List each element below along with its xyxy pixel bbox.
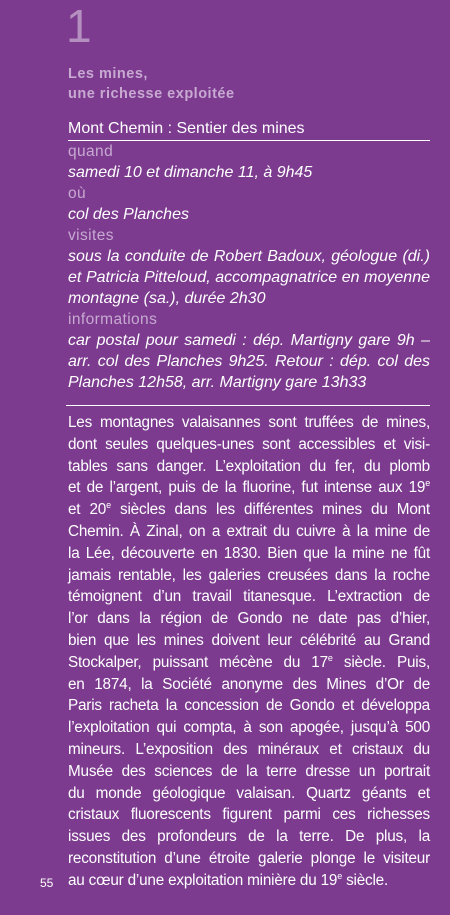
body-line: Chemin. À Zinal, on a extrait du cuivre à la mine de — [68, 522, 430, 540]
page-number: 55 — [40, 876, 54, 890]
visits-value: sous la conduite de Robert Badoux, géologue (di.) et Patricia Pitteloud, accompagnatrice en moyenne montagne (sa.), durée 2h30 — [68, 248, 430, 307]
body-line: témoignent d’un travail titanesque. L’extraction de — [68, 588, 430, 606]
when-label: quand — [68, 143, 114, 160]
event-title: Mont Chemin : Sentier des mines — [68, 119, 430, 141]
body-paragraph — [68, 412, 430, 892]
body-line: jamais rentable, les galeries creusées dans la roche — [68, 566, 430, 584]
body-line: l’or dans la région de Gondo ne date pas d’hier, — [68, 610, 430, 628]
body-line: en 1874, la Société anonyme des Mines d’Or de — [68, 675, 430, 693]
informations-value: car postal pour samedi : dép. Martigny gare 9h – arr. col des Planches 9h25. Retour : dép. col des Planches 12h58, arr. Martigny gare 13h33 — [68, 332, 430, 391]
body-line: au cœur d’une exploitation minière du 19e siècle. — [68, 870, 389, 889]
body-line: et 20e siècles dans les différentes mines du Mont — [68, 500, 430, 519]
body-line: bien que les mines doivent leur célébrité au Grand — [68, 631, 430, 649]
body-line: la Lée, découverte en 1830. Bien que la mine ne fût — [68, 544, 430, 562]
chapter-number: 1 — [66, 0, 92, 52]
body-line: dont seules quelques-unes sont accessibles et visi- — [68, 435, 430, 453]
body-line: tables sans danger. L’exploitation du fer, du plomb — [68, 457, 430, 475]
when-value: samedi 10 et dimanche 11, à 9h45 — [68, 164, 313, 181]
section-divider — [66, 405, 430, 406]
where-value: col des Planches — [68, 206, 189, 223]
event-info-block — [68, 119, 430, 393]
body-line: Stockalper, puissant mécène du 17e siècle. Puis, — [68, 652, 430, 671]
body-line: mineurs. L’exposition des minéraux et cristaux du — [68, 740, 430, 758]
body-line: et de l’argent, puis de la fluorine, fut intense aux 19e — [68, 478, 430, 497]
where-label: où — [68, 185, 87, 202]
body-line: Musée des sciences de la terre dresse un portrait — [68, 762, 430, 780]
body-line: cristaux fluorescents figurent parmi ces richesses — [68, 806, 430, 824]
body-line: Les montagnes valaisannes sont truffées de mines, — [68, 414, 430, 431]
body-line: l’exploitation qui compta, à son apogée, jusqu’à 500 — [68, 719, 430, 737]
section-title-line-1: Les mines, — [68, 66, 148, 82]
visits-label: visites — [68, 227, 114, 244]
body-line: Paris racheta la concession de Gondo et développa — [68, 697, 430, 715]
section-title — [68, 64, 235, 104]
body-line: du monde géologique valaisan. Quartz géants et — [68, 784, 430, 802]
body-line: issues des profondeurs de la terre. De plus, la — [68, 828, 430, 846]
informations-label: informations — [68, 311, 158, 328]
body-line: reconstitution d’une étroite galerie plonge le visiteur — [68, 849, 430, 867]
section-title-line-2: une richesse exploitée — [68, 86, 235, 102]
